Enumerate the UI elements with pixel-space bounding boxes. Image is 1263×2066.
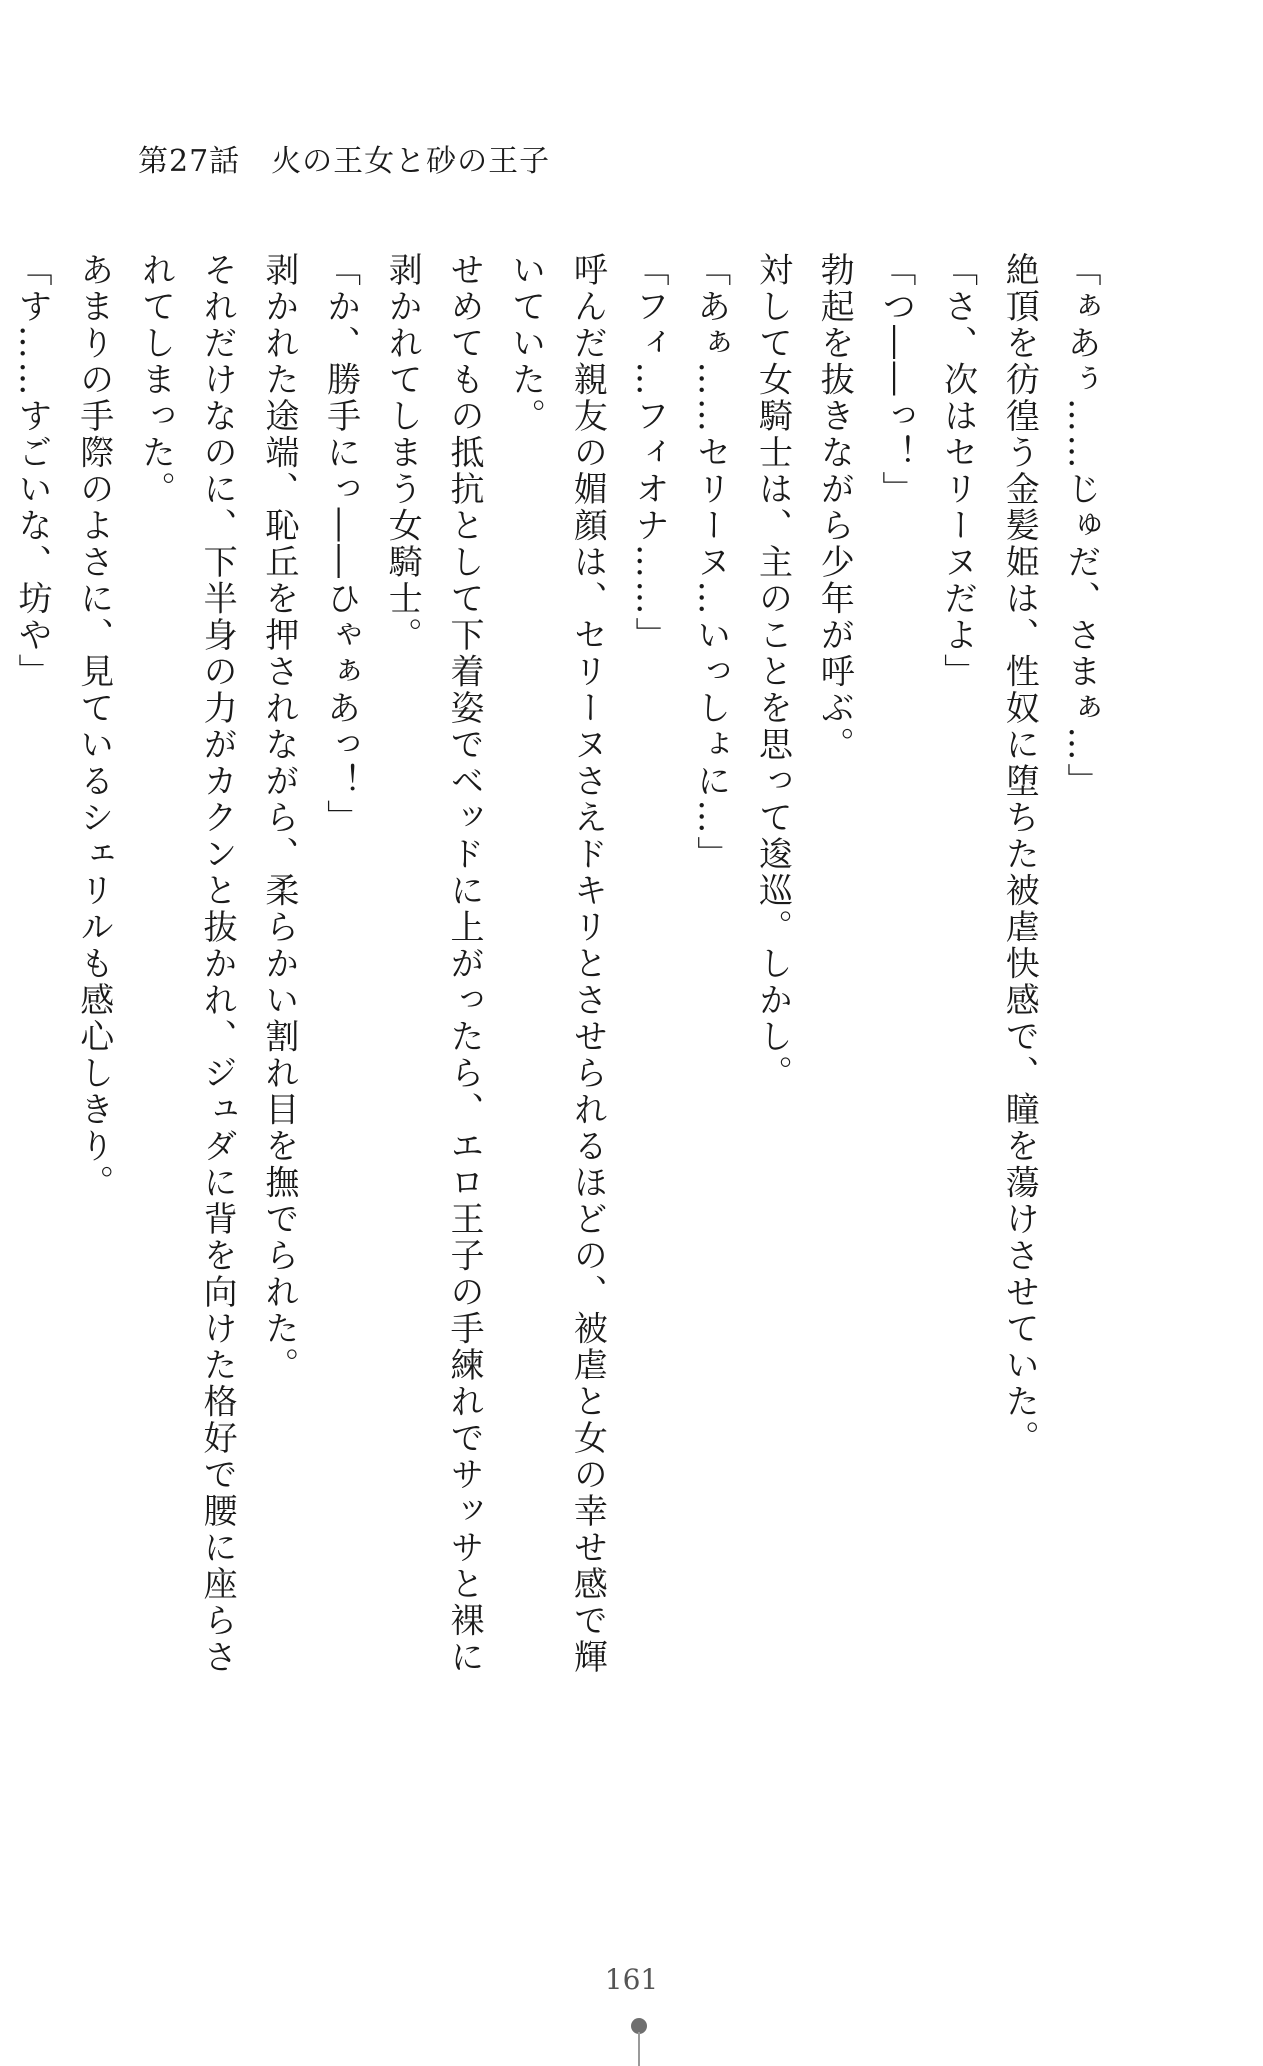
text-line: 絶頂を彷徨う金髪姫は、性奴に堕ちた被虐快感で、瞳を蕩けさせていた。 [999, 252, 1040, 1457]
vertical-body-text [0, 252, 1111, 1692]
text-line: れてしまった。 [135, 252, 176, 508]
text-line: 「つ――っ！」 [875, 252, 916, 508]
text-line: 剥かれた途端、恥丘を押されながら、柔らかい割れ目を撫でられた。 [258, 252, 299, 1384]
text-line: いていた。 [505, 252, 546, 435]
page-number: 161 [604, 1963, 659, 1996]
text-line: 「す……すごいな、坊や」 [12, 252, 53, 690]
chapter-title: 第27話 火の王女と砂の王子 [138, 144, 551, 179]
text-line: 「ぁあぅ……じゅだ、さまぁ…」 [1061, 252, 1101, 800]
text-line: それだけなのに、下半身の力がカクンと抜かれ、ジュダに背を向けた格好で腰に座らさ [197, 252, 238, 1676]
text-line: 「さ、次はセリーヌだよ」 [937, 252, 978, 690]
text-line: 「か、勝手にっ――ひゃぁあっ！」 [320, 252, 361, 836]
text-line: 勃起を抜きながら少年が呼ぶ。 [814, 252, 855, 763]
text-line: 対して女騎士は、主のことを思って逡巡。しかし。 [752, 252, 793, 1092]
page-marker-rule [638, 2032, 640, 2066]
text-line: せめてもの抵抗として下着姿でベッドに上がったら、エロ王子の手練れでサッサと裸に [443, 252, 484, 1676]
text-line: 呼んだ親友の媚顔は、セリーヌさえドキリとさせられるほどの、被虐と女の幸せ感で輝 [567, 252, 608, 1676]
text-line: 剥かれてしまう女騎士。 [382, 252, 423, 654]
text-line: 「フィ…フィオナ……」 [629, 252, 670, 654]
text-line: あまりの手際のよさに、見ているシェリルも感心しきり。 [73, 252, 114, 1201]
text-line: 「あぁ……セリーヌ…いっしょに…」 [690, 252, 731, 873]
